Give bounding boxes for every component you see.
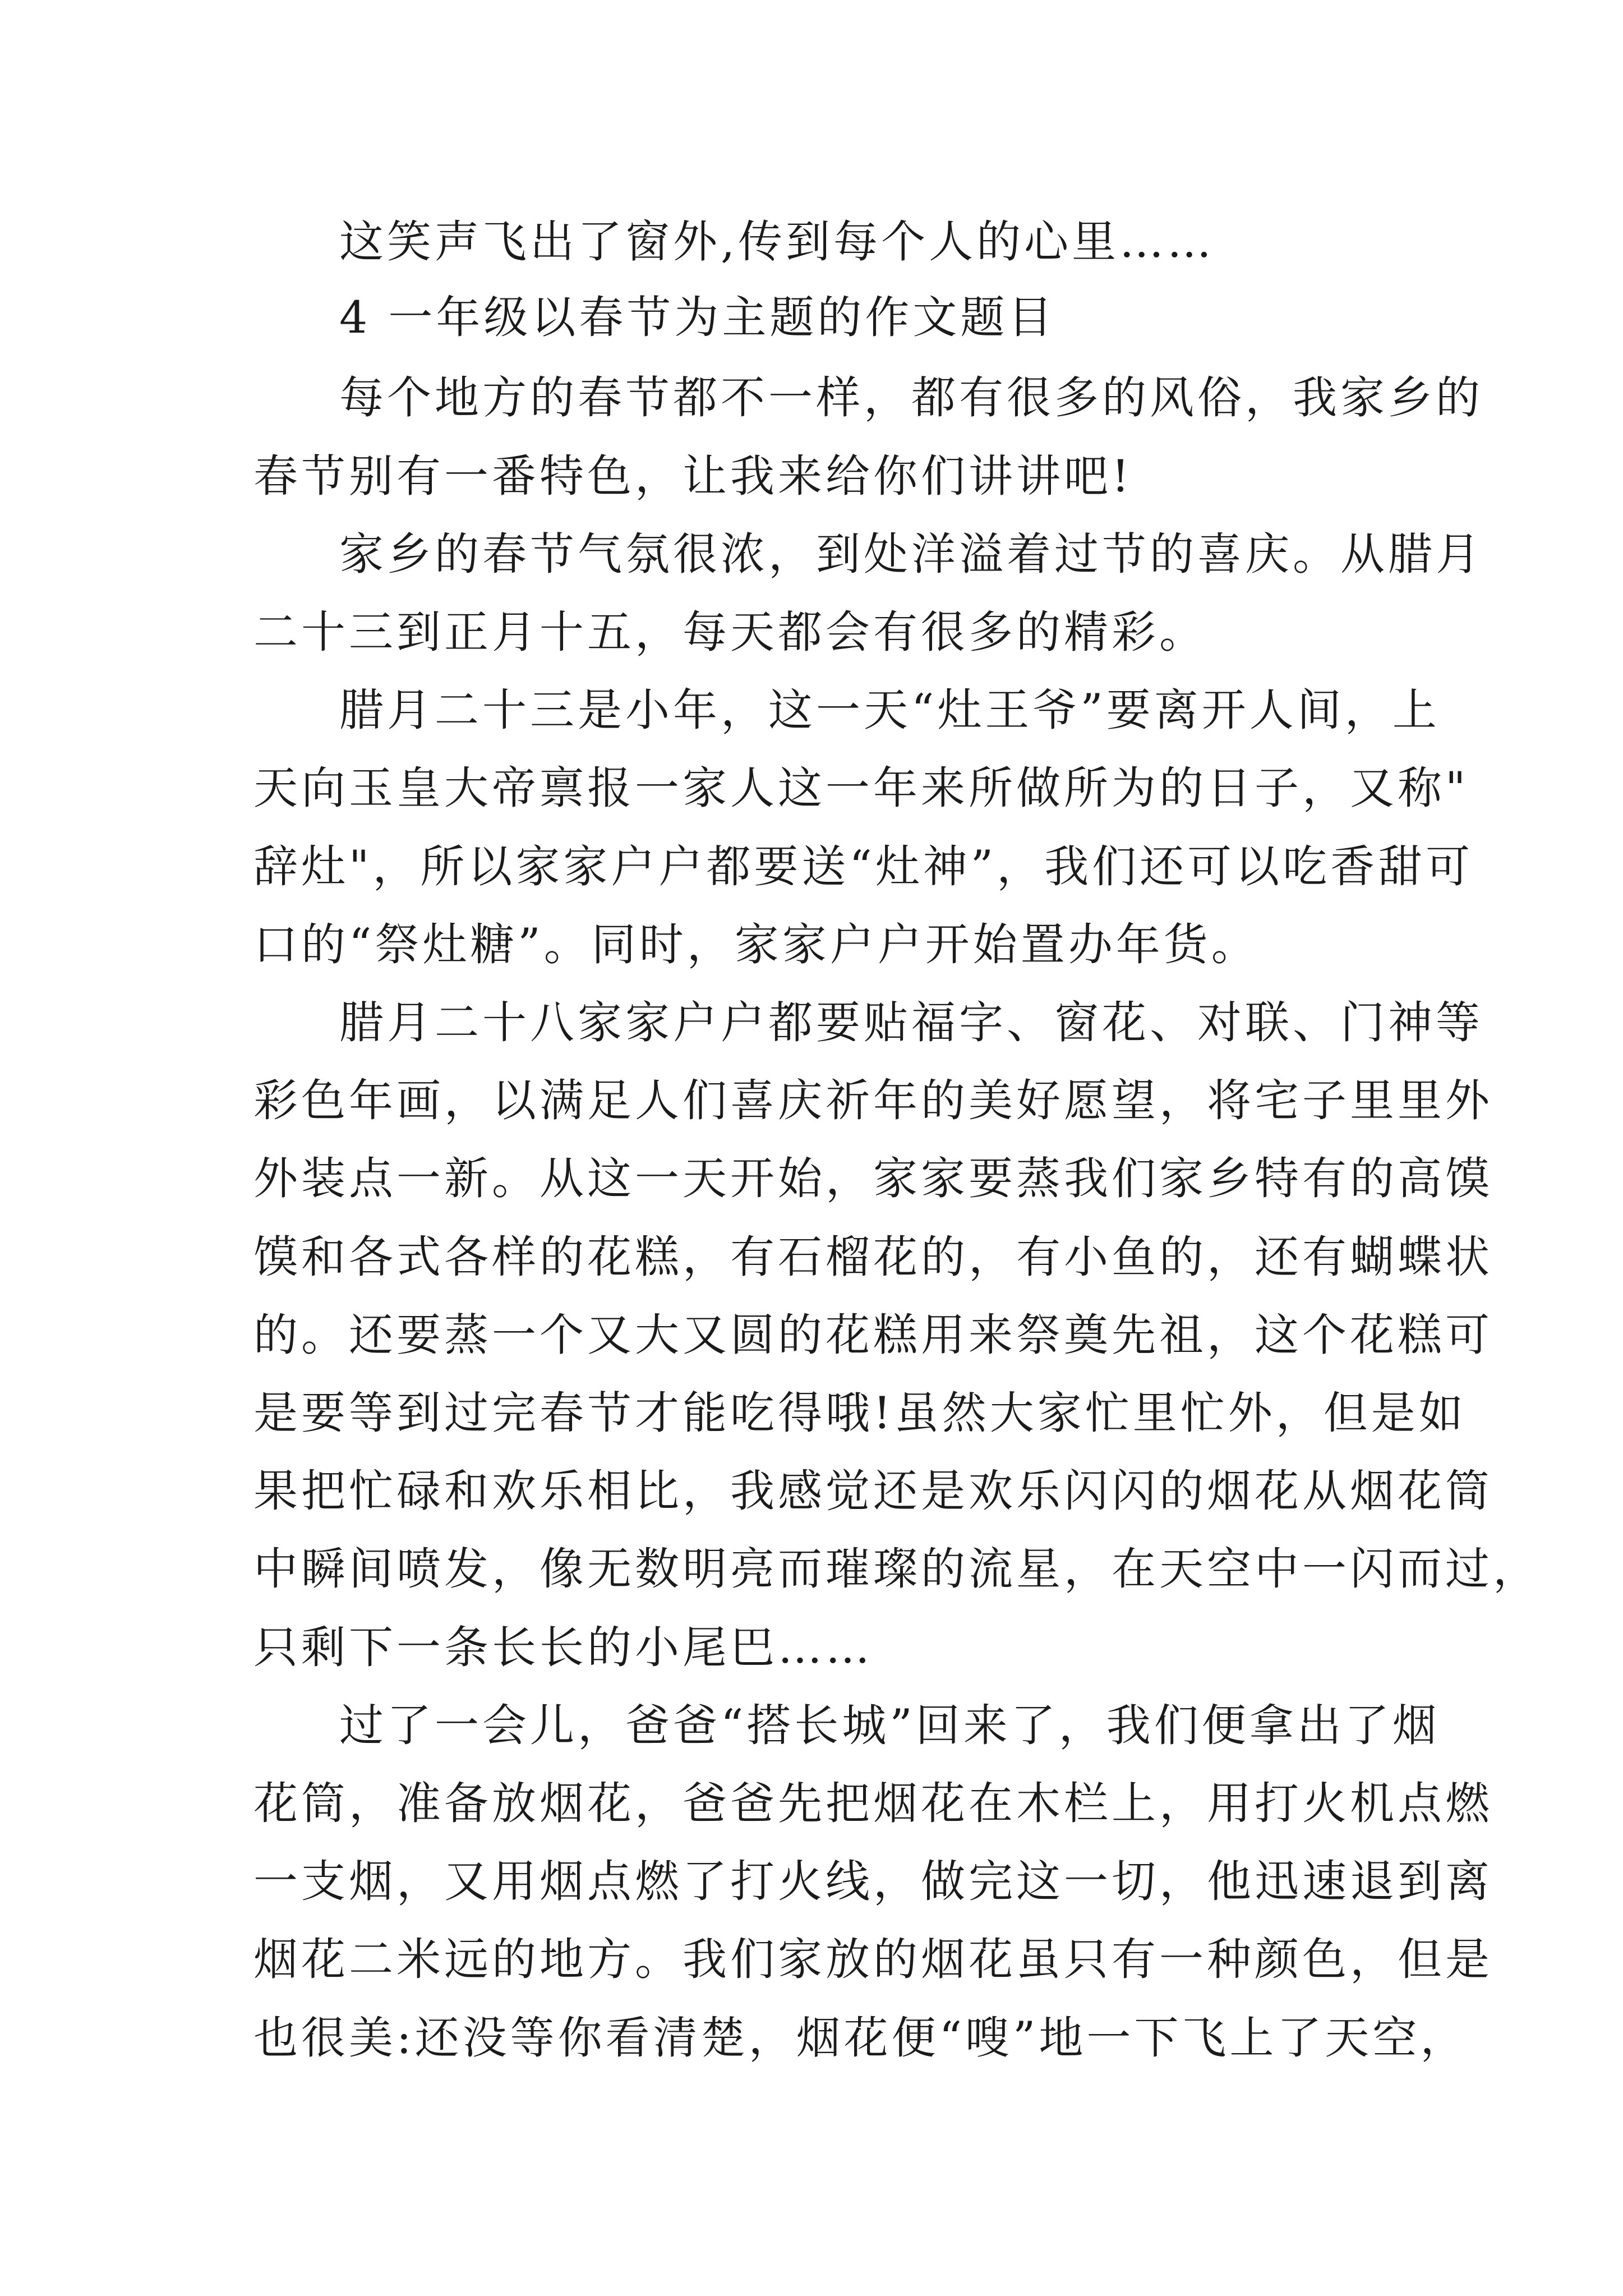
- text-line-21: 花筒，准备放烟花，爸爸先把烟花在木栏上，用打火机点燃: [253, 1778, 1493, 1829]
- text-line-13: 外装点一新。从这一天开始，家家要蒸我们家乡特有的高馍: [253, 1153, 1493, 1204]
- text-line-19: 只剩下一条长长的小尾巴……: [253, 1622, 873, 1673]
- text-line-24: 也很美:还没等你看清楚，烟花便“嗖”地一下飞上了天空，: [253, 2012, 1468, 2064]
- text-line-12: 彩色年画，以满足人们喜庆祈年的美好愿望，将宅子里里外: [253, 1075, 1493, 1126]
- text-line-10: 口的“祭灶糖”。同时，家家户户开始置办年货。: [253, 919, 1259, 970]
- text-line-11: 腊月二十八家家户户都要贴福字、窗花、对联、门神等: [339, 997, 1483, 1048]
- text-line-23: 烟花二米远的地方。我们家放的烟花虽只有一种颜色，但是: [253, 1934, 1493, 1985]
- text-line-15: 的。还要蒸一个又大又圆的花糕用来祭奠先祖，这个花糕可: [253, 1309, 1493, 1361]
- text-line-4: 春节别有一番特色，让我来给你们讲讲吧!: [253, 450, 1133, 502]
- text-line-7: 腊月二十三是小年，这一天“灶王爷”要离开人间，上: [339, 684, 1440, 736]
- text-line-22: 一支烟，又用烟点燃了打火线，做完这一切，他迅速退到离: [253, 1856, 1493, 1907]
- text-line-8: 天向玉皇大帝禀报一家人这一年来所做所为的日子，又称": [253, 762, 1469, 814]
- text-line-5: 家乡的春节气氛很浓，到处洋溢着过节的喜庆。从腊月: [339, 528, 1483, 580]
- text-line-18: 中瞬间喷发，像无数明亮而璀璨的流星，在天空中一闪而过，: [253, 1543, 1541, 1595]
- text-line-16: 是要等到过完春节才能吃得哦!虽然大家忙里忙外，但是如: [253, 1387, 1467, 1439]
- text-line-14: 馍和各式各样的花糕，有石榴花的，有小鱼的，还有蝴蝶状: [253, 1231, 1493, 1283]
- text-line-20: 过了一会儿，爸爸“搭长城”回来了，我们便拿出了烟: [339, 1700, 1440, 1751]
- section-heading: 4 一年级以春节为主题的作文题目: [339, 292, 1056, 343]
- text-line-1: 这笑声飞出了窗外,传到每个人的心里……: [339, 216, 1215, 268]
- text-line-3: 每个地方的春节都不一样，都有很多的风俗，我家乡的: [339, 372, 1483, 424]
- text-line-17: 果把忙碌和欢乐相比，我感觉还是欢乐闪闪的烟花从烟花筒: [253, 1465, 1493, 1517]
- text-line-6: 二十三到正月十五，每天都会有很多的精彩。: [253, 606, 1207, 658]
- text-line-9: 辞灶"，所以家家户户都要送“灶神”，我们还可以吃香甜可: [253, 841, 1474, 892]
